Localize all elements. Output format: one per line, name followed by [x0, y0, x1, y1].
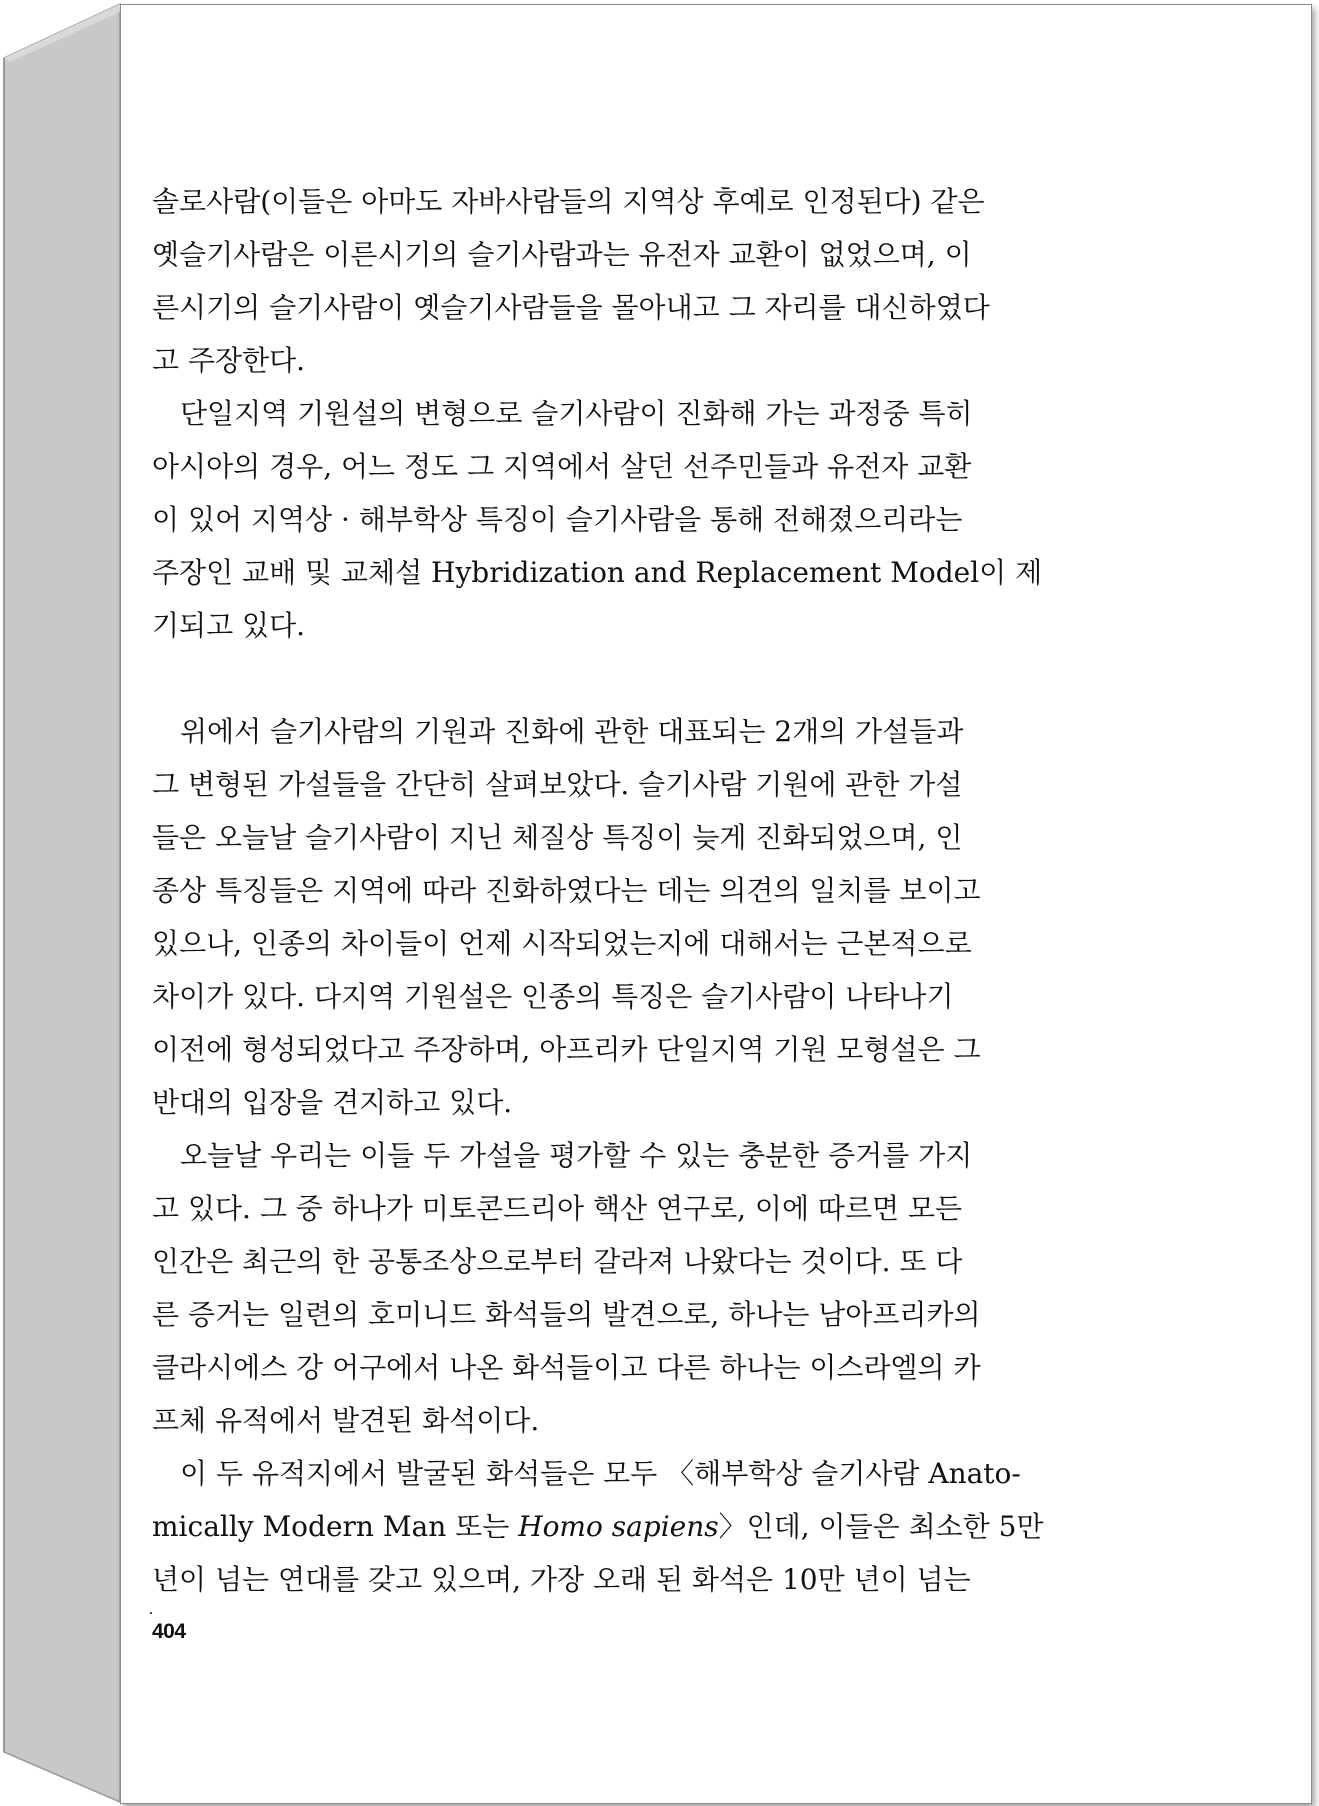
paragraph-2: 단일지역 기원설의 변형으로 슬기사람이 진화해 가는 과정중 특히 아시아의 경우, 어느 정도 그 지역에서 살던 선주민들과 유전자 교환 이 있어 지역상 · 해부학상 특징이 슬기사람을 통해 전해졌으리라는 주장인 교배 및 교체설 Hybridization and Replacement Model이 제 기되고 있다. — [152, 397, 1043, 642]
page-mark — [150, 1612, 152, 1614]
italic-species-name: Homo sapiens — [518, 1510, 719, 1543]
paragraph-1: 솔로사람(이들은 아마도 자바사람들의 지역상 후예로 인정된다) 같은 옛슬기사람은 이른시기의 슬기사람과는 유전자 교환이 없었으며, 이 른시기의 슬기사람이 옛슬기사람들을 몰아내고 그 자리를 대신하였다 고 주장한다. — [152, 185, 990, 377]
paragraph-5-text-b: 〉인데, 이들은 최소한 5만 년이 넘는 연대를 갖고 있으며, 가장 오래 된 화석은 10만 년이 넘는 — [152, 1510, 1044, 1596]
paragraph-5 — [152, 1447, 1052, 1606]
paragraph-3: 위에서 슬기사람의 기원과 진화에 관한 대표되는 2개의 가설들과 그 변형된 가설들을 간단히 살펴보았다. 슬기사람 기원에 관한 가설 들은 오늘날 슬기사람이 지닌 체질상 특징이 늦게 진화되었으며, 인 종상 특징들은 지역에 따라 진화하였다는 데는 의견의 일치를 보이고 있으나, 인종의 차이들이 언제 시작되었는지에 대해서는 근본적으로 차이가 있다. 다지역 기원설은 인종의 특징은 슬기사람이 나타나기 이전에 형성되었다고 주장하며, 아프리카 단일지역 기원 모형설은 그 반대의 입장을 견지하고 있다. — [152, 715, 981, 1119]
paragraph-5-text-a: 이 두 유적지에서 발굴된 화석들은 모두 〈해부학상 슬기사람 Anato- mically Modern Man 또는 — [152, 1457, 1021, 1543]
paragraph-spacer — [152, 652, 1052, 705]
paragraph-4: 오늘날 우리는 이들 두 가설을 평가할 수 있는 충분한 증거를 가지 고 있다. 그 중 하나가 미토콘드리아 핵산 연구로, 이에 따르면 모든 인간은 최근의 한 공통조상으로부터 갈라져 나왔다는 것이다. 또 다 른 증거는 일련의 호미니드 화석들의 발견으로, 하나는 남아프리카의 클라시에스 강 어구에서 나온 화석들이고 다른 하나는 이스라엘의 카 프체 유적에서 발견된 화석이다. — [152, 1139, 981, 1437]
page-body-text — [152, 175, 1052, 1606]
page-number: 404 — [152, 1620, 186, 1643]
